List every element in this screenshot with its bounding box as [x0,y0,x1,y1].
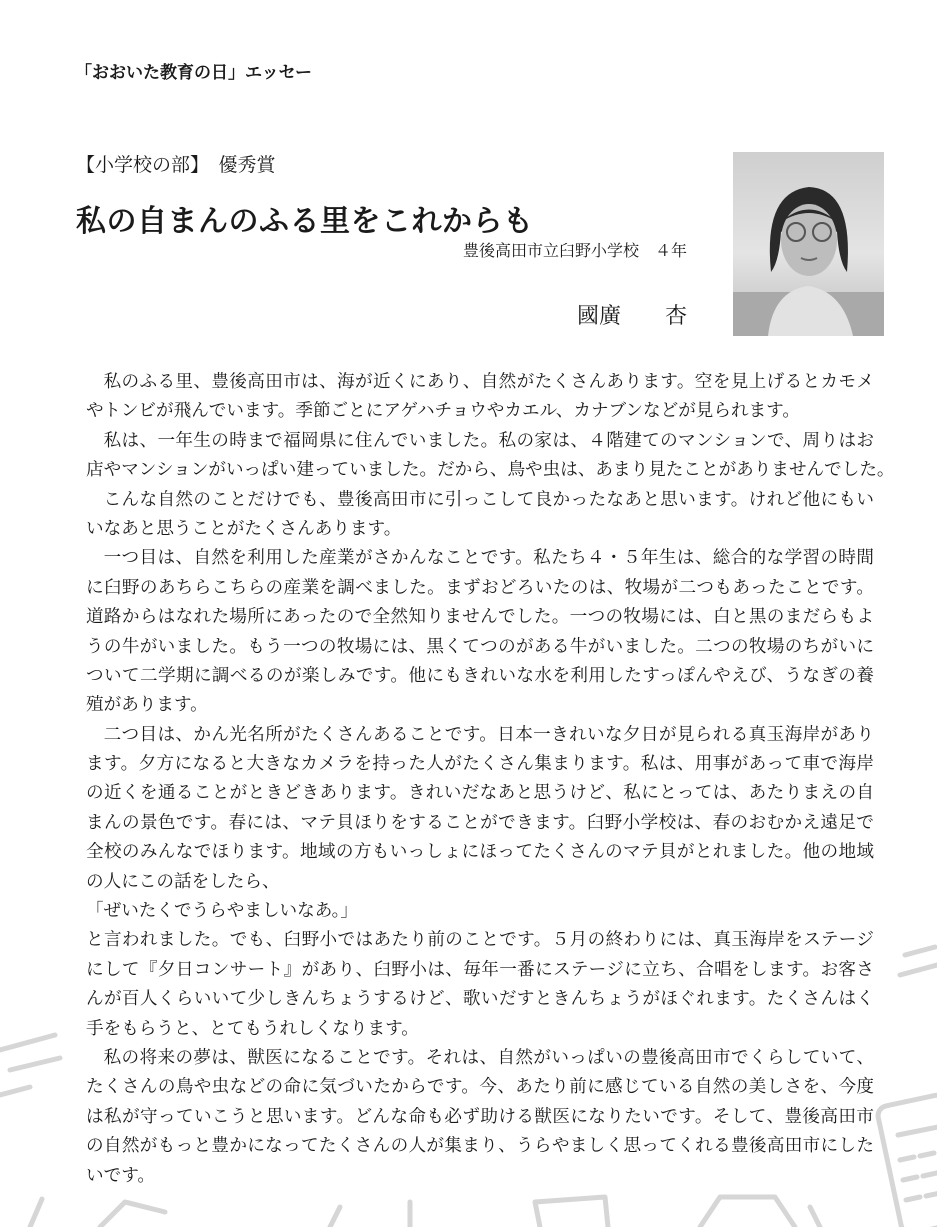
text-line: の近くを通ることがときどきあります。きれいだなあと思うけど、私にとっては、あたりまえの自 [86,783,874,804]
paragraph [86,486,874,545]
text-line: ます。夕方になると大きなカメラを持った人がたくさん集まります。私は、用事があって車で海岸 [86,754,874,775]
text-line: は私が守っていこうと思います。どんな命も必ず助ける獣医になりたいです。そして、豊後高田市 [86,1106,874,1127]
essay-body [86,368,895,1191]
text-line: いなあと思うことがたくさんあります。 [86,518,402,539]
award-division: 【小学校の部】 優秀賞 [76,154,276,176]
text-line: やトンビが飛んでいます。季節ごとにアゲハチョウやカエル、カナブンなどが見られます。 [86,401,800,422]
text-line: 手をもらうと、とてもうれしくなります。 [86,1018,419,1039]
text-line: 殖があります。 [86,695,208,716]
text-line: たくさんの鳥や虫などの命に気づいたからです。今、あたり前に感じている自然の美しさを、今度 [86,1077,874,1098]
paragraph [86,926,874,1044]
text-line: まんの景色です。春には、マテ貝ほりをすることができます。臼野小学校は、春のおむかえ遠足で [86,812,874,833]
author-name: 國廣 杏 [576,304,687,329]
text-line: 「ぜいたくでうらやましいなあ。」 [86,901,358,922]
text-line: の人にこの話をしたら、 [86,871,280,892]
text-line: んが百人くらいいて少しきんちょうするけど、歌いだすときんちょうがほぐれます。たくさんはく [86,989,874,1010]
paragraph [86,1044,874,1191]
text-line: 私のふる里、豊後高田市は、海が近くにあり、自然がたくさんあります。空を見上げるとカモメ [103,372,874,392]
text-line: の自然がもっと豊かになってたくさんの人が集まり、うらやましく思ってくれる豊後高田市にした [86,1136,874,1157]
text-line: いです。 [86,1165,155,1186]
author-photo [733,152,884,336]
paragraph [86,368,874,427]
text-line: 二つ目は、かん光名所がたくさんあることです。日本一きれいな夕日が見られる真玉海岸があり [103,724,874,745]
text-line: 私の将来の夢は、獣医になることです。それは、自然がいっぱいの豊後高田市でくらしていて、 [103,1047,874,1068]
text-line: 一つ目は、自然を利用した産業がさかんなことです。私たち４・５年生は、総合的な学習の時間 [103,548,874,569]
text-line: 全校のみんなでほります。地域の方もいっしょにほってたくさんのマテ貝がとれました。他の地域 [86,842,874,863]
paragraph [86,427,895,486]
text-line: と言われました。でも、臼野小ではあたり前のことです。５月の終わりには、真玉海岸をステージ [86,930,874,951]
text-line: にして『夕日コンサート』があり、臼野小は、毎年一番にステージに立ち、合唱をします。お客さ [86,959,874,980]
text-line: 道路からはなれた場所にあったので全然知りませんでした。一つの牧場には、白と黒のまだらもよ [86,607,874,628]
paragraph [86,544,874,720]
text-line: ついて二学期に調べるのが楽しみです。他にもきれいな水を利用したすっぽんやえび、うなぎの養 [86,665,874,686]
series-heading: 「おおいた教育の日」エッセー [75,63,312,83]
text-line: に臼野のあちらこちらの産業を調べました。まずおどろいたのは、牧場が二つもあったことです。 [86,577,874,598]
school-name: 豊後高田市立臼野小学校 ４年 [462,241,687,260]
text-line: うの牛がいました。もう一つの牧場には、黒くてつのがある牛がいました。二つの牧場のちがいに [86,636,874,657]
essay-title: 私の自まんのふる里をこれからも [76,204,534,239]
paragraph [86,721,874,897]
paragraph [86,897,874,926]
text-line: 店やマンションがいっぱい建っていました。だから、鳥や虫は、あまり見たことがありませんでした。 [86,460,895,481]
text-line: 私は、一年生の時まで福岡県に住んでいました。私の家は、４階建てのマンションで、周りはお [103,430,874,451]
text-line: こんな自然のことだけでも、豊後高田市に引っこして良かったなあと思います。けれど他にもい [103,489,874,510]
